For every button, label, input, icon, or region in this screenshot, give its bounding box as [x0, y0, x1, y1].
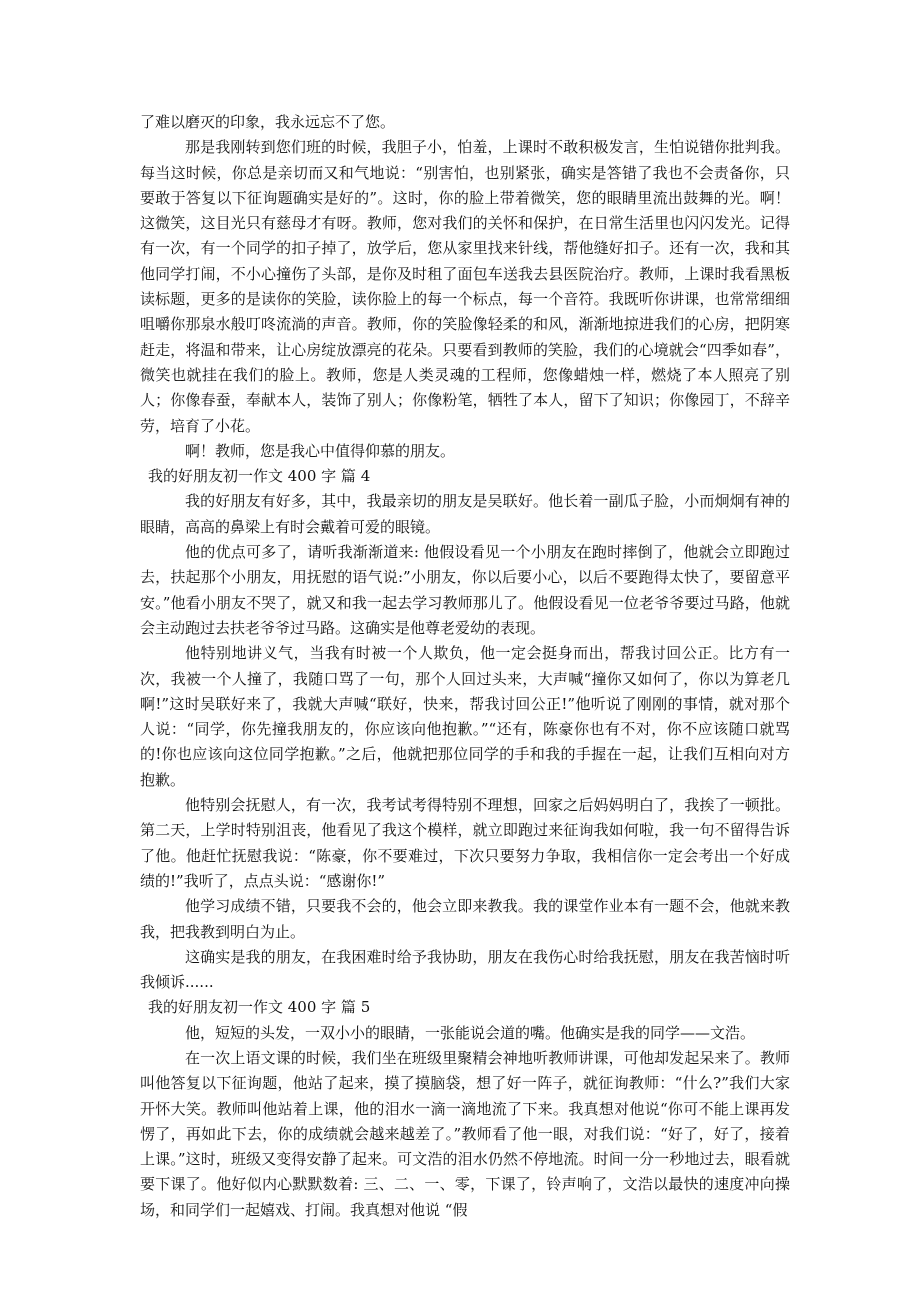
paragraph: 他特别地讲义气，当我有时被一个人欺负，他一定会挺身而出，帮我讨回公正。比方有一次，我被一个人撞了，我随口骂了一句，那个人回过头来，大声喊“撞你又如何了，你以为算老几啊!”这时吴联好来了，我就大声喊“联好，快来，帮我讨回公正!”他听说了刚刚的事情，就对那个人说：“同学，你先撞我朋友的，你应该向他抱歉。”“还有，陈豪你也有不对，你不应该随口就骂的!你也应该向这位同学抱歉。”之后，他就把那位同学的手和我的手握在一起，让我们互相向对方抱歉。 — [140, 644, 790, 789]
paragraph: 我的好朋友有好多，其中，我最亲切的朋友是吴联好。他长着一副瓜子脸，小而炯炯有神的眼睛，高高的鼻梁上有时会戴着可爱的眼镜。 — [140, 492, 790, 536]
paragraph: 啊！教师，您是我心中值得仰慕的朋友。 — [185, 441, 456, 460]
paragraph: 他，短短的头发，一双小小的眼睛，一张能说会道的嘴。他确实是我的同学——文浩。 — [185, 1023, 756, 1042]
document-page — [140, 110, 790, 1223]
paragraph: 那是我刚转到您们班的时候，我胆子小，怕羞，上课时不敢积极发言，生怕说错你批判我。每当这时候，你总是亲切而又和气地说：“别害怕，也别紧张，确实是答错了我也不会责备你，只要敢于答复以下征询题确实是好的”。这时，你的脸上带着微笑，您的眼睛里流出鼓舞的光。啊！这微笑，这目光只有慈母才有呀。教师，您对我们的关怀和保护，在日常生活里也闪闪发光。记得有一次，有一个同学的扣子掉了，放学后，您从家里找来针线，帮他缝好扣子。还有一次，我和其他同学打闹，不小心撞伤了头部，是你及时租了面包车送我去县医院治疗。教师，上课时我看黑板读标题，更多的是读你的笑脸，读你脸上的每一个标点，每一个音符。我既听你讲课，也常常细细咀嚼你那泉水般叮咚流淌的声音。教师，你的笑脸像轻柔的和风，渐渐地掠进我们的心房，把阴寒赶走，将温和带来，让心房绽放漂亮的花朵。只要看到教师的笑脸，我们的心境就会“四季如春”，微笑也就挂在我们的脸上。教师，您是人类灵魂的工程师，您像蜡烛一样，燃烧了本人照亮了别人；你像春蚕，奉献本人，装饰了别人；你像粉笔，牺牲了本人，留下了知识；你像园丁，不辞辛劳，培育了小花。 — [140, 138, 790, 435]
paragraph: 了难以磨灭的印象，我永远忘不了您。 — [140, 113, 396, 131]
paragraph: 这确实是我的朋友，在我困难时给予我协助，朋友在我伤心时给我抚慰，朋友在我苦恼时听我倾诉...... — [140, 947, 790, 992]
section-heading-4: 我的好朋友初一作文 400 字 篇 4 — [148, 467, 371, 486]
paragraph: 在一次上语文课的时候，我们坐在班级里聚精会神地听教师讲课，可他却发起呆来了。教师叫他答复以下征询题，他站了起来，摸了摸脑袋，想了好一阵子，就征询教师：“什么?”我们大家开怀大笑。教师叫他站着上课，他的泪水一滴一滴地流了下来。我真想对他说“你可不能上课再发愣了，再如此下去，你的成绩就会越来越差了。”教师看了他一眼，对我们说：“好了，好了，接着上课。”这时，班级又变得安静了起来。可文浩的泪水仍然不停地流。时间一分一秒地过去，眼看就要下课了。他好似内心默默数着: 三、二、一、零，下课了，铃声响了，文浩以最快的速度冲向操场，和同学们一起嬉戏、打闹。我真想对他说 “假 — [140, 1048, 790, 1219]
paragraph: 他的优点可多了，请听我渐渐道来: 他假设看见一个小朋友在跑时摔倒了，他就会立即跑过去，扶起那个小朋友，用抚慰的语气说:”小朋友，你以后要小心，以后不要跑得太快了，要留意平安。”他看小朋友不哭了，就又和我一起去学习教师那儿了。他假设看见一位老爷爷要过马路，他就会主动跑过去扶老爷爷过马路。这确实是他尊老爱幼的表现。 — [140, 543, 790, 637]
section-heading-5: 我的好朋友初一作文 400 字 篇 5 — [148, 998, 371, 1017]
paragraph: 他特别会抚慰人，有一次，我考试考得特别不理想，回家之后妈妈明白了，我挨了一顿批。第二天，上学时特别沮丧，他看见了我这个模样，就立即跑过来征询我如何啦，我一句不留得告诉了他。他赶忙抚慰我说：“陈豪，你不要难过，下次只要努力争取，我相信你一定会考出一个好成绩的!”我听了，点点头说：“感谢你!” — [140, 796, 790, 890]
paragraph: 他学习成绩不错，只要我不会的，他会立即来教我。我的课堂作业本有一题不会，他就来教我，把我教到明白为止。 — [140, 897, 790, 941]
